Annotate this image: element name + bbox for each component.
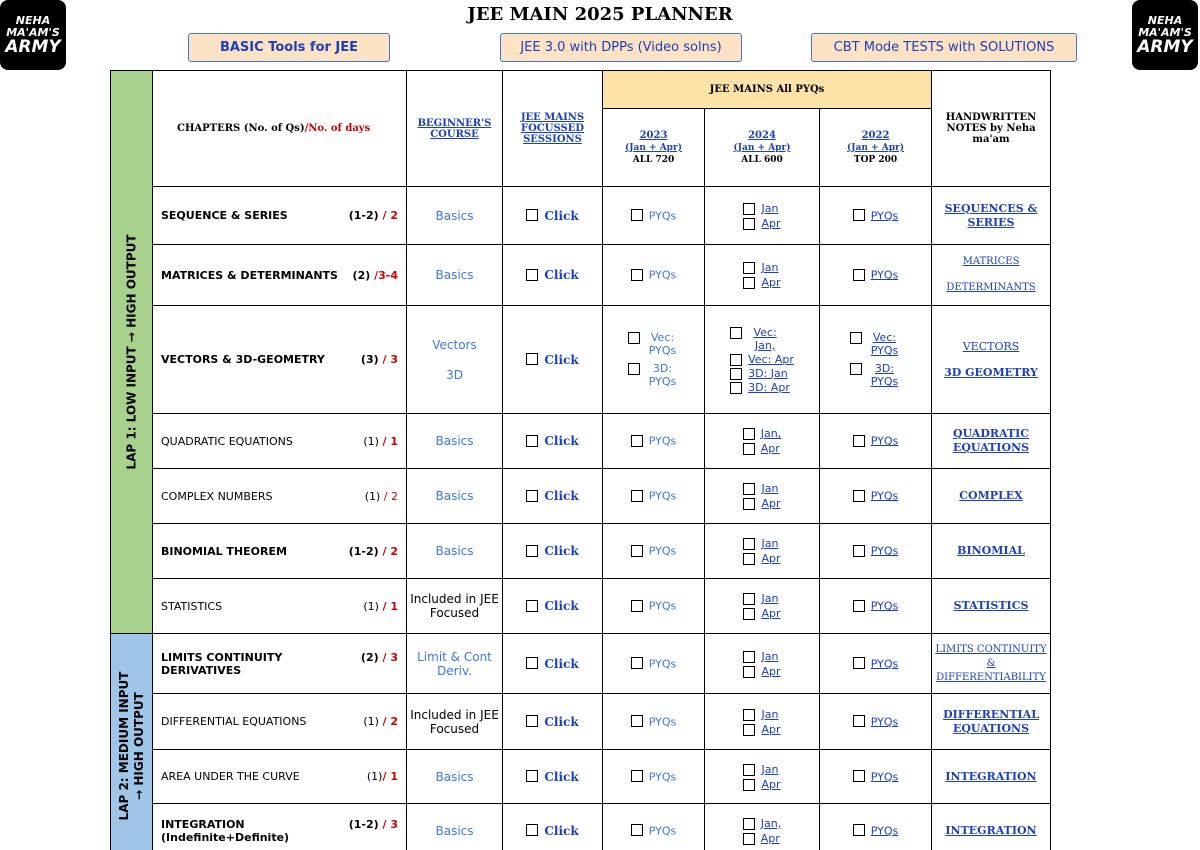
focused-cell <box>503 579 603 634</box>
3d-jan-link[interactable]: 3D: Jan <box>748 366 788 380</box>
table-row <box>111 694 1051 750</box>
beginner-link[interactable]: Basics <box>407 187 503 245</box>
apr-link[interactable]: Apr <box>760 831 780 845</box>
click-link[interactable]: Click <box>544 769 579 784</box>
pyq-2023-cell <box>603 634 705 694</box>
table-row <box>111 187 1051 245</box>
pyq-2022-cell <box>820 524 932 579</box>
pyq-2024-cell <box>705 524 820 579</box>
pyqs-link[interactable]: PYQs <box>648 489 677 503</box>
checkbox[interactable] <box>853 545 865 557</box>
focused-cell <box>503 694 603 750</box>
neha-maams-army-logo-left <box>0 0 66 70</box>
click-link[interactable]: Click <box>544 488 579 503</box>
pyq-2022-cell <box>820 804 932 850</box>
pyq-2023-cell <box>603 187 705 245</box>
chapter-cell <box>153 306 407 414</box>
focused-cell <box>503 634 603 694</box>
chapter-days: /3-4 <box>374 268 398 282</box>
checkbox[interactable] <box>853 435 865 447</box>
chapter-name: AREA UNDER THE CURVE <box>161 770 300 783</box>
year-2024-link[interactable]: 2024 <box>748 129 776 141</box>
jan-link[interactable]: Jan <box>761 649 779 663</box>
click-link[interactable]: Click <box>544 823 579 838</box>
pyqs-link[interactable]: PYQs <box>648 769 677 783</box>
checkbox[interactable] <box>631 209 643 221</box>
checkbox[interactable] <box>743 666 755 678</box>
chapter-name: VECTORS & 3D-GEOMETRY <box>161 353 325 366</box>
beginner-link[interactable]: Limit & Cont Deriv. <box>407 634 503 694</box>
vec-pyqs-link[interactable]: Vec: PYQs <box>870 331 899 357</box>
logo-line-3: ARMY <box>1137 36 1193 57</box>
chapter-subtitle: (Indefinite+Definite) <box>161 830 290 844</box>
header-year-2022[interactable] <box>820 109 932 187</box>
checkbox[interactable] <box>743 818 755 830</box>
checkbox[interactable] <box>850 332 862 344</box>
pyqs-link[interactable]: PYQs <box>870 769 899 783</box>
chapter-cell <box>153 750 407 804</box>
table-row <box>111 579 1051 634</box>
pyq-2024-cell <box>705 245 820 306</box>
focused-cell <box>503 750 603 804</box>
apr-link[interactable]: Apr <box>761 607 781 620</box>
checkbox[interactable] <box>743 724 755 736</box>
focused-cell <box>503 245 603 306</box>
year-2024-count: ALL 600 <box>741 154 783 165</box>
pyq-2024-cell <box>705 750 820 804</box>
chapter-days: / 1 <box>382 770 398 783</box>
checkbox[interactable] <box>743 218 755 230</box>
focused-cell <box>503 524 603 579</box>
pyqs-link[interactable]: PYQs <box>870 599 899 613</box>
checkbox[interactable] <box>743 764 755 776</box>
pyq-2023-cell <box>603 524 705 579</box>
pyqs-link[interactable]: PYQs <box>870 656 899 670</box>
jan-link[interactable]: Jan <box>761 707 779 721</box>
pyqs-link[interactable]: PYQs <box>648 714 677 728</box>
chapter-count: (1) <box>364 489 381 503</box>
header-year-2024[interactable] <box>705 109 820 187</box>
checkbox[interactable] <box>730 368 742 380</box>
header-year-2023[interactable] <box>603 109 705 187</box>
lap-2-text-line-1: LAP 2: MEDIUM INPUT <box>116 671 131 820</box>
jan-link[interactable]: Jan, <box>760 816 782 830</box>
chapter-count: (1-2) <box>348 209 379 222</box>
notes-link[interactable]: INTEGRATION <box>932 750 1051 804</box>
chapter-count: (1) <box>363 599 379 613</box>
pyq-2022-cell <box>820 414 932 469</box>
pyqs-link[interactable]: PYQs <box>648 599 677 613</box>
chapter-cell <box>153 187 407 245</box>
checkbox[interactable] <box>631 715 643 727</box>
vec-pyqs-link[interactable]: Vec: PYQs <box>648 331 677 357</box>
notes-cell <box>932 306 1051 414</box>
notes-link-vectors[interactable]: VECTORS <box>962 339 1020 353</box>
pyqs-link[interactable]: PYQs <box>870 823 899 837</box>
logo-line-3: ARMY <box>5 36 61 57</box>
chapter-count: (1) <box>363 434 379 448</box>
beginner-link[interactable]: Basics <box>407 804 503 850</box>
focused-cell <box>503 804 603 850</box>
checkbox[interactable] <box>631 770 643 782</box>
header-handwritten-notes: HANDWRITTEN NOTES by Neha ma'am <box>932 71 1051 187</box>
checkbox[interactable] <box>526 269 538 281</box>
checkbox[interactable] <box>631 435 643 447</box>
beginner-link[interactable]: Basics <box>407 750 503 804</box>
chapter-cell <box>153 414 407 469</box>
pyq-2024-cell <box>705 694 820 750</box>
checkbox[interactable] <box>853 600 865 612</box>
pyqs-link[interactable]: PYQs <box>870 489 899 503</box>
beginner-text: Included in JEE Focused <box>407 694 503 750</box>
apr-link[interactable]: Apr <box>761 664 781 678</box>
checkbox[interactable] <box>526 490 538 502</box>
beginner-text: Included in JEE Focused <box>407 579 503 634</box>
apr-link[interactable]: Apr <box>761 777 781 791</box>
pyqs-link[interactable]: PYQs <box>648 656 677 670</box>
pyq-2022-cell <box>820 306 932 414</box>
table-row <box>111 306 1051 414</box>
chapter-days: / 2 <box>382 209 398 222</box>
checkbox[interactable] <box>628 332 640 344</box>
notes-cell <box>932 245 1051 306</box>
lap-1-label <box>111 71 153 634</box>
pyq-2024-cell <box>705 187 820 245</box>
chapter-days: / 1 <box>382 434 398 448</box>
year-2022-link[interactable]: 2022 <box>861 129 890 141</box>
table-row <box>111 469 1051 524</box>
pyqs-link[interactable]: PYQs <box>648 544 677 558</box>
pyq-2024-cell <box>705 469 820 524</box>
year-2023-link[interactable]: 2023 <box>639 129 668 141</box>
chapter-count: (1-2) <box>348 544 379 558</box>
beginners-course-link[interactable]: BEGINNER'S COURSE <box>417 117 492 140</box>
checkbox[interactable] <box>526 715 538 727</box>
click-link[interactable]: Click <box>544 433 579 448</box>
focused-cell <box>503 414 603 469</box>
header-chapters <box>153 71 407 187</box>
pyq-2023-cell <box>603 469 705 524</box>
checkbox[interactable] <box>526 770 538 782</box>
chapter-count: (3) <box>360 353 379 366</box>
year-2024-range[interactable]: (Jan + Apr) <box>733 142 791 153</box>
checkbox[interactable] <box>526 600 538 612</box>
checkbox[interactable] <box>743 538 755 550</box>
click-link[interactable]: Click <box>544 208 579 223</box>
pyq-2023-cell <box>603 414 705 469</box>
lap-1-text: LAP 1: LOW INPUT → HIGH OUTPUT <box>124 234 138 470</box>
focused-cell <box>503 306 603 414</box>
pyqs-link[interactable]: PYQs <box>648 268 677 282</box>
click-link[interactable]: Click <box>544 714 579 729</box>
pyq-2022-cell <box>820 694 932 750</box>
pyqs-link[interactable]: PYQs <box>870 714 899 728</box>
chapter-cell <box>153 694 407 750</box>
year-2023-range[interactable]: (Jan + Apr) <box>625 142 682 153</box>
checkbox[interactable] <box>526 353 538 365</box>
pyq-2023-cell <box>603 579 705 634</box>
chapter-cell <box>153 524 407 579</box>
apr-link[interactable]: Apr <box>760 442 780 455</box>
notes-link-3d-geometry[interactable]: 3D GEOMETRY <box>944 365 1038 379</box>
chapter-cell <box>153 469 407 524</box>
apr-link[interactable]: Apr <box>761 216 781 230</box>
checkbox[interactable] <box>743 651 755 663</box>
pyqs-link[interactable]: PYQs <box>870 544 899 558</box>
checkbox[interactable] <box>631 545 643 557</box>
logo-line-1: NEHA <box>15 13 51 27</box>
pyq-2024-cell <box>705 634 820 694</box>
notes-link[interactable]: INTEGRATION <box>932 804 1051 850</box>
chapter-name: STATISTICS <box>161 599 223 613</box>
pyq-2023-cell <box>603 694 705 750</box>
checkbox[interactable] <box>743 262 755 274</box>
jan-link[interactable]: Jan <box>761 762 779 776</box>
logo-line-1: NEHA <box>1147 13 1183 27</box>
jee-3-dpps-button[interactable]: JEE 3.0 with DPPs (Video solns) <box>500 33 742 62</box>
jan-link[interactable]: Jan, <box>760 427 782 440</box>
click-link[interactable]: Click <box>544 543 579 558</box>
checkbox[interactable] <box>743 608 755 620</box>
pyq-2022-cell <box>820 634 932 694</box>
pyq-2023-cell <box>603 804 705 850</box>
apr-link[interactable]: Apr <box>761 276 781 289</box>
checkbox[interactable] <box>743 593 755 605</box>
chapter-cell <box>153 245 407 306</box>
3d-apr-link[interactable]: 3D: Apr <box>748 380 790 394</box>
checkbox[interactable] <box>526 824 538 836</box>
header-days-text: /No. of days <box>304 123 371 134</box>
chapter-days: / 2 <box>383 489 398 503</box>
chapter-days: / 1 <box>382 599 398 613</box>
checkbox[interactable] <box>743 833 755 845</box>
pyq-2024-cell <box>705 414 820 469</box>
3d-pyqs-link[interactable]: 3D: PYQs <box>648 362 677 388</box>
notes-link[interactable]: DIFFERENTIAL EQUATIONS <box>932 694 1051 750</box>
3d-pyqs-link[interactable]: 3D: PYQs <box>870 362 899 388</box>
pyq-2024-cell <box>705 579 820 634</box>
chapter-cell <box>153 634 407 694</box>
chapter-name: DIFFERENTIAL EQUATIONS <box>161 715 307 728</box>
pyq-2022-cell <box>820 579 932 634</box>
checkbox[interactable] <box>730 382 742 394</box>
checkbox[interactable] <box>526 435 538 447</box>
focused-sessions-link[interactable]: JEE MAINS FOCUSSED SESSIONS <box>520 112 585 145</box>
jan-link[interactable]: Jan <box>761 592 779 605</box>
header-chapters-text: CHAPTERS (No. of Qs) <box>177 123 305 134</box>
checkbox[interactable] <box>853 657 865 669</box>
header-all-pyqs: JEE MAINS All PYQs <box>603 71 932 109</box>
page-title: JEE MAIN 2025 PLANNER <box>467 4 733 25</box>
beginner-link[interactable]: Basics <box>407 245 503 306</box>
pyq-2024-cell <box>705 804 820 850</box>
vec-apr-link[interactable]: Vec: Apr <box>748 352 794 366</box>
header-focused-sessions[interactable] <box>503 71 603 187</box>
year-2023-count: ALL 720 <box>632 154 675 165</box>
chapter-days: / 3 <box>382 817 398 831</box>
checkbox[interactable] <box>853 770 865 782</box>
focused-cell <box>503 187 603 245</box>
table-row <box>111 524 1051 579</box>
checkbox[interactable] <box>631 269 643 281</box>
checkbox[interactable] <box>853 824 865 836</box>
chapter-count: (2) <box>360 650 379 664</box>
notes-link[interactable]: QUADRATIC EQUATIONS <box>932 414 1051 469</box>
chapter-name: COMPLEX NUMBERS <box>161 489 273 503</box>
notes-link[interactable]: COMPLEX <box>932 469 1051 524</box>
click-link[interactable]: Click <box>544 267 579 282</box>
chapter-days: / 3 <box>382 353 398 366</box>
checkbox[interactable] <box>853 715 865 727</box>
chapter-count: (1) <box>363 715 379 728</box>
chapter-name: INTEGRATION <box>161 817 245 831</box>
pyq-2022-cell <box>820 469 932 524</box>
lap-2-label <box>111 634 153 850</box>
pyq-2023-cell <box>603 750 705 804</box>
pyq-2022-cell <box>820 187 932 245</box>
vec-jan-link[interactable]: Vec: Jan, <box>753 325 777 352</box>
planner-table <box>110 70 1051 850</box>
chapter-count: (1-2) <box>348 817 379 831</box>
checkbox[interactable] <box>631 657 643 669</box>
chapter-name: SEQUENCE & SERIES <box>161 209 288 222</box>
chapter-cell <box>153 804 407 850</box>
table-row <box>111 804 1051 850</box>
table-row <box>111 245 1051 306</box>
checkbox[interactable] <box>743 553 755 565</box>
chapter-count: (1) <box>366 770 383 783</box>
chapter-cell <box>153 579 407 634</box>
chapter-name: BINOMIAL THEOREM <box>161 544 287 558</box>
checkbox[interactable] <box>743 203 755 215</box>
checkbox[interactable] <box>631 824 643 836</box>
checkbox[interactable] <box>850 363 862 375</box>
apr-link[interactable]: Apr <box>761 722 781 736</box>
checkbox[interactable] <box>628 363 640 375</box>
logo-line-2: MA'AM'S <box>6 25 60 39</box>
jan-link[interactable]: Jan <box>761 482 779 495</box>
pyq-2022-cell <box>820 750 932 804</box>
neha-maams-army-logo-right <box>1132 0 1198 70</box>
notes-link-determinants[interactable]: DETERMINANTS <box>946 282 1036 293</box>
checkbox[interactable] <box>631 490 643 502</box>
cbt-mode-tests-button[interactable]: CBT Mode TESTS with SOLUTIONS <box>811 33 1077 62</box>
checkbox[interactable] <box>631 600 643 612</box>
chapter-days: / 2 <box>382 544 398 558</box>
beginner-link-vectors[interactable]: Vectors <box>432 337 477 352</box>
pyq-2023-cell <box>603 306 705 414</box>
notes-link-matrices[interactable]: MATRICES <box>962 256 1020 267</box>
click-link[interactable]: Click <box>544 352 579 367</box>
logo-line-2: MA'AM'S <box>1138 25 1192 39</box>
beginner-link[interactable]: Basics <box>407 414 503 469</box>
checkbox[interactable] <box>743 428 755 440</box>
pyqs-link[interactable]: PYQs <box>648 823 677 837</box>
chapter-name: LIMITS CONTINUITY DERIVATIVES <box>161 650 283 677</box>
pyqs-link[interactable]: PYQs <box>870 268 899 282</box>
beginner-link-3d[interactable]: 3D <box>446 367 463 382</box>
chapter-name: QUADRATIC EQUATIONS <box>161 434 293 448</box>
jan-link[interactable]: Jan <box>761 261 779 274</box>
pyqs-link[interactable]: PYQs <box>648 434 677 448</box>
checkbox[interactable] <box>743 498 755 510</box>
basic-tools-button[interactable]: BASIC Tools for JEE <box>188 33 390 62</box>
checkbox[interactable] <box>743 779 755 791</box>
notes-link[interactable]: STATISTICS <box>932 579 1051 634</box>
lap-2-text-line-2: → HIGH OUTPUT <box>131 691 146 800</box>
notes-link[interactable]: BINOMIAL <box>932 524 1051 579</box>
chapter-days: / 3 <box>382 650 398 664</box>
notes-link[interactable]: LIMITS CONTINUITY & DIFFERENTIABILITY <box>932 634 1051 694</box>
apr-link[interactable]: Apr <box>761 552 781 565</box>
pyq-2022-cell <box>820 245 932 306</box>
checkbox[interactable] <box>743 483 755 495</box>
jan-link[interactable]: Jan <box>761 537 779 550</box>
focused-cell <box>503 469 603 524</box>
checkbox[interactable] <box>743 277 755 289</box>
year-2022-count: TOP 200 <box>853 154 898 165</box>
header-beginners-course[interactable] <box>407 71 503 187</box>
checkbox[interactable] <box>730 354 742 366</box>
jan-link[interactable]: Jan <box>761 201 779 215</box>
checkbox[interactable] <box>730 327 742 339</box>
checkbox[interactable] <box>526 209 538 221</box>
checkbox[interactable] <box>743 443 755 455</box>
table-row <box>111 414 1051 469</box>
beginner-link[interactable]: Basics <box>407 469 503 524</box>
checkbox[interactable] <box>853 269 865 281</box>
chapter-count: (2) <box>352 268 371 282</box>
pyqs-link[interactable]: PYQs <box>870 434 899 448</box>
apr-link[interactable]: Apr <box>761 497 781 510</box>
year-2022-range[interactable]: (Jan + Apr) <box>847 142 904 153</box>
pyqs-link[interactable]: PYQs <box>648 208 677 222</box>
click-link[interactable]: Click <box>544 598 579 613</box>
table-row <box>111 750 1051 804</box>
checkbox[interactable] <box>853 490 865 502</box>
beginner-link[interactable]: Basics <box>407 524 503 579</box>
table-row <box>111 634 1051 694</box>
chapter-name: MATRICES & DETERMINANTS <box>161 268 338 282</box>
checkbox[interactable] <box>526 657 538 669</box>
checkbox[interactable] <box>526 545 538 557</box>
checkbox[interactable] <box>743 709 755 721</box>
beginner-cell <box>407 306 503 414</box>
pyq-2024-cell <box>705 306 820 414</box>
notes-link[interactable]: SEQUENCES & SERIES <box>932 187 1051 245</box>
chapter-days: / 2 <box>382 715 398 728</box>
click-link[interactable]: Click <box>544 656 579 671</box>
pyqs-link[interactable]: PYQs <box>870 208 899 222</box>
pyq-2023-cell <box>603 245 705 306</box>
checkbox[interactable] <box>853 209 865 221</box>
